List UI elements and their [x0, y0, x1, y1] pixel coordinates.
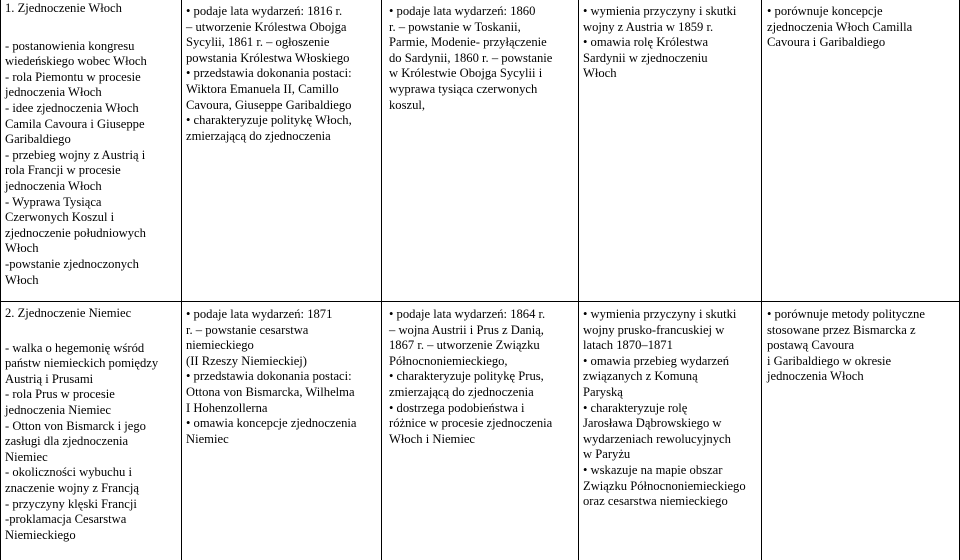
requirement-line: • podaje lata wydarzeń: 1864 r.: [389, 307, 546, 321]
row1-level5-cell: [767, 4, 958, 51]
row2-level2-cell: [186, 307, 379, 447]
requirement-line: wydarzeniach rewolucyjnych: [583, 431, 731, 446]
topic-line: znaczenie wojny z Francją: [5, 480, 139, 495]
requirement-line: niemieckiego: [186, 338, 254, 353]
requirement-line: • omawia koncepcje zjednoczenia: [186, 416, 357, 431]
requirement-line: • podaje lata wydarzeń: 1871: [186, 307, 333, 321]
topic-line: -proklamacja Cesarstwa: [5, 512, 127, 527]
topic-heading: 2. Zjednoczenie Niemiec: [5, 306, 132, 320]
requirement-line: Cavoura i Garibaldiego: [767, 35, 886, 50]
requirement-line: w Paryżu: [583, 447, 631, 462]
requirement-line: – wojna Austrii i Prus z Danią,: [389, 322, 544, 337]
requirement-line: • podaje lata wydarzeń: 1860: [389, 4, 536, 18]
topic-line: zjednoczenie południowych: [5, 225, 146, 240]
row2-level4-cell: [583, 307, 759, 510]
requirement-line: Sycylii, 1861 r. – ogłoszenie: [186, 35, 330, 50]
requirement-line: • charakteryzuje politykę Włoch,: [186, 113, 352, 128]
requirement-line: wyprawa tysiąca czerwonych: [389, 81, 538, 96]
requirement-line: Parmie, Modenie- przyłączenie: [389, 35, 547, 50]
topic-line: jednoczenia Niemiec: [5, 402, 111, 417]
requirement-line: • przedstawia dokonania postaci:: [186, 369, 352, 384]
table-border-left: [0, 0, 1, 560]
requirement-line: • charakteryzuje politykę Prus,: [389, 369, 544, 384]
column-divider-3: [578, 0, 579, 560]
requirement-line: • wymienia przyczyny i skutki: [583, 307, 737, 321]
requirement-line: (II Rzeszy Niemieckiej): [186, 353, 307, 368]
requirement-line: Paryską: [583, 384, 623, 399]
requirement-line: latach 1870–1871: [583, 338, 673, 353]
requirement-line: zmierzającą do zjednoczenia: [186, 128, 331, 143]
row-divider: [0, 301, 960, 302]
requirement-line: Niemiec: [186, 431, 229, 446]
requirement-line: koszul,: [389, 97, 426, 112]
requirement-line: I Hohenzollerna: [186, 400, 268, 415]
requirement-line: r. – powstanie cesarstwa: [186, 322, 309, 337]
requirement-line: powstania Królestwa Włoskiego: [186, 50, 350, 65]
requirement-line: • porównuje koncepcje: [767, 4, 883, 18]
topic-line: - rola Piemontu w procesie: [5, 69, 141, 84]
row2-level5-cell: [767, 307, 958, 385]
requirement-line: Jarosława Dąbrowskiego w: [583, 416, 722, 431]
requirement-line: Wiktora Emanuela II, Camillo: [186, 81, 339, 96]
topic-line: - przyczyny klęski Francji: [5, 496, 137, 511]
requirement-line: stosowane przez Bismarcka z: [767, 322, 916, 337]
requirement-line: • wskazuje na mapie obszar: [583, 462, 723, 477]
requirement-line: związanych z Komuną: [583, 369, 698, 384]
requirement-line: i Garibaldiego w okresie: [767, 353, 892, 368]
topic-line: Garibaldiego: [5, 132, 71, 147]
topic-line: - okoliczności wybuchu i: [5, 465, 132, 480]
topic-line: jednoczenia Włoch: [5, 85, 102, 100]
requirement-line: różnice w procesie zjednoczenia: [389, 416, 553, 431]
requirement-line: Ottona von Bismarcka, Wilhelma: [186, 384, 355, 399]
topic-line: - postanowienia kongresu: [5, 38, 135, 53]
requirement-line: Północnoniemieckiego,: [389, 353, 508, 368]
topic-line: - przebieg wojny z Austrią i: [5, 147, 146, 162]
topic-line: Niemieckiego: [5, 527, 76, 542]
requirement-line: jednoczenia Włoch: [767, 369, 864, 384]
requirement-line: zjednoczenia Włoch Camilla: [767, 19, 913, 34]
requirement-line: Związku Północnoniemieckiego: [583, 478, 746, 493]
topic-line: Niemiec: [5, 449, 48, 464]
column-divider-2: [381, 0, 382, 560]
topic-line: rola Francji w procesie: [5, 163, 121, 178]
requirement-line: Sardynii w zjednoczeniu: [583, 50, 708, 65]
requirement-line: – utworzenie Królestwa Obojga: [186, 19, 347, 34]
topic-line: - Wyprawa Tysiąca: [5, 194, 102, 209]
topic-line: Czerwonych Koszul i: [5, 210, 115, 225]
requirement-line: Włoch i Niemiec: [389, 431, 476, 446]
requirement-line: Włoch: [583, 66, 617, 81]
topic-line: Camila Cavoura i Giuseppe: [5, 116, 145, 131]
row2-topic-cell: [5, 306, 179, 543]
topic-line: -powstanie zjednoczonych: [5, 256, 139, 271]
requirement-line: wojny z Austria w 1859 r.: [583, 19, 714, 34]
topic-line: Włoch: [5, 272, 39, 287]
requirement-line: • omawia przebieg wydarzeń: [583, 353, 730, 368]
column-divider-4: [761, 0, 762, 560]
topic-line: - idee zjednoczenia Włoch: [5, 100, 139, 115]
topic-line: wiedeńskiego wobec Włoch: [5, 54, 147, 69]
topic-line: Włoch: [5, 241, 39, 256]
topic-line: - walka o hegemonię wśród: [5, 340, 145, 355]
row1-level4-cell: [583, 4, 759, 82]
topic-line: jednoczenia Włoch: [5, 178, 102, 193]
requirement-line: oraz cesarstwa niemieckiego: [583, 494, 728, 509]
topic-line: Austrią i Prusami: [5, 371, 94, 386]
topic-heading: 1. Zjednoczenie Włoch: [5, 1, 122, 15]
requirement-line: do Sardynii, 1860 r. – powstanie: [389, 50, 553, 65]
requirement-line: • dostrzega podobieństwa i: [389, 400, 525, 415]
column-divider-1: [181, 0, 182, 560]
requirement-line: 1867 r. – utworzenie Związku: [389, 338, 540, 353]
requirement-line: • omawia rolę Królestwa: [583, 35, 709, 50]
row1-level2-cell: [186, 4, 379, 144]
requirement-line: • wymienia przyczyny i skutki: [583, 4, 737, 18]
row1-topic-cell: [5, 1, 179, 288]
requirement-line: r. – powstanie w Toskanii,: [389, 19, 521, 34]
requirement-line: • charakteryzuje rolę: [583, 400, 688, 415]
requirement-line: • podaje lata wydarzeń: 1816 r.: [186, 4, 343, 18]
requirement-line: Cavoura, Giuseppe Garibaldiego: [186, 97, 352, 112]
topic-line: państw niemieckich pomiędzy: [5, 356, 159, 371]
requirement-line: w Królestwie Obojga Sycylii i: [389, 66, 543, 81]
topic-line: - rola Prus w procesie: [5, 387, 115, 402]
requirement-line: • porównuje metody polityczne: [767, 307, 925, 321]
topic-line: - Otton von Bismarck i jego: [5, 418, 146, 433]
row1-level3-cell: [389, 4, 577, 113]
requirement-line: wojny prusko-francuskiej w: [583, 322, 725, 337]
requirement-line: postawą Cavoura: [767, 338, 855, 353]
topic-line: zasługi dla zjednoczenia: [5, 434, 129, 449]
row2-level3-cell: [389, 307, 577, 447]
requirement-line: • przedstawia dokonania postaci:: [186, 66, 352, 81]
requirement-line: zmierzającą do zjednoczenia: [389, 384, 534, 399]
